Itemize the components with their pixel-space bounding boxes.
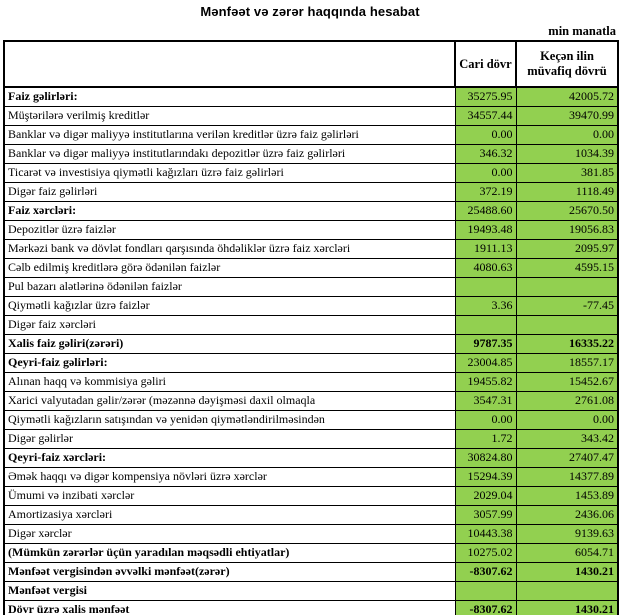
- table-row: [4, 277, 618, 296]
- header-label-cell: [4, 41, 455, 87]
- page-title: Mənfəət və zərər haqqında hesabat: [200, 4, 420, 19]
- table-row: [4, 182, 618, 201]
- row-label: Faiz gəlirləri:: [4, 87, 455, 106]
- previous-value-cell: [516, 315, 618, 334]
- current-value-cell: 0.00: [455, 410, 516, 429]
- current-value-cell: 0.00: [455, 163, 516, 182]
- row-label: Banklar və digər maliyyə institutlarına verilən kreditlər üzrə faiz gəlirləri: [4, 125, 455, 144]
- previous-value-cell: -77.45: [516, 296, 618, 315]
- previous-value-cell: 18557.17: [516, 353, 618, 372]
- previous-value-cell: 15452.67: [516, 372, 618, 391]
- previous-value-cell: [516, 277, 618, 296]
- row-label: Mənfəət vergisindən əvvəlki mənfəət(zərər): [4, 562, 455, 581]
- row-label: Ticarət və investisiya qiymətli kağızları üzrə faiz gəlirləri: [4, 163, 455, 182]
- row-label: Mərkəzi bank və dövlət fondları qarşısında öhdəliklər üzrə faiz xərcləri: [4, 239, 455, 258]
- previous-value-cell: 2436.06: [516, 505, 618, 524]
- current-value-cell: 25488.60: [455, 201, 516, 220]
- table-row: [4, 410, 618, 429]
- row-label: Pul bazarı alətlərinə ödənilən faizlər: [4, 277, 455, 296]
- row-label: Alınan haqq və kommisiya gəliri: [4, 372, 455, 391]
- row-label: Digər gəlirlər: [4, 429, 455, 448]
- previous-value-cell: 0.00: [516, 125, 618, 144]
- current-value-cell: 10443.38: [455, 524, 516, 543]
- profit-loss-table: [3, 40, 619, 615]
- previous-value-cell: 19056.83: [516, 220, 618, 239]
- row-label: Qiymətli kağızlar üzrə faizlər: [4, 296, 455, 315]
- current-value-cell: 1.72: [455, 429, 516, 448]
- table-row: [4, 486, 618, 505]
- row-label: Ümumi və inzibati xərclər: [4, 486, 455, 505]
- previous-value-cell: 27407.47: [516, 448, 618, 467]
- previous-value-cell: 1034.39: [516, 144, 618, 163]
- table-row: [4, 543, 618, 562]
- table-row: [4, 467, 618, 486]
- row-label: Dövr üzrə xalis mənfəət: [4, 600, 455, 615]
- row-label: (Mümkün zərərlər üçün yaradılan məqsədli ehtiyatlar): [4, 543, 455, 562]
- previous-value-cell: 1430.21: [516, 562, 618, 581]
- table-row: [4, 581, 618, 600]
- previous-value-cell: 1453.89: [516, 486, 618, 505]
- current-value-cell: 19455.82: [455, 372, 516, 391]
- table-row: [4, 562, 618, 581]
- previous-value-cell: 4595.15: [516, 258, 618, 277]
- table-row: [4, 106, 618, 125]
- row-label: Əmək haqqı və digər kompensiya növləri üzrə xərclər: [4, 467, 455, 486]
- current-value-cell: [455, 315, 516, 334]
- current-value-cell: -8307.62: [455, 600, 516, 615]
- previous-value-cell: 2095.97: [516, 239, 618, 258]
- table-row: [4, 429, 618, 448]
- unit-note: min manatla: [548, 24, 616, 38]
- table-header: [4, 41, 618, 87]
- current-value-cell: 3.36: [455, 296, 516, 315]
- row-label: Xalis faiz gəliri(zərəri): [4, 334, 455, 353]
- previous-value-cell: 1118.49: [516, 182, 618, 201]
- previous-value-cell: 343.42: [516, 429, 618, 448]
- current-value-cell: 1911.13: [455, 239, 516, 258]
- table-row: [4, 315, 618, 334]
- row-label: Müştərilərə verilmiş kreditlər: [4, 106, 455, 125]
- row-label: Qiymətli kağızların satışından və yenidən qiymətləndirilməsindən: [4, 410, 455, 429]
- current-value-cell: 34557.44: [455, 106, 516, 125]
- row-label: Digər xərclər: [4, 524, 455, 543]
- current-value-cell: 19493.48: [455, 220, 516, 239]
- current-value-cell: [455, 581, 516, 600]
- table-row: [4, 201, 618, 220]
- table-row: [4, 334, 618, 353]
- current-value-cell: 0.00: [455, 125, 516, 144]
- table-row: [4, 372, 618, 391]
- previous-value-cell: 6054.71: [516, 543, 618, 562]
- row-label: Cəlb edilmiş kreditlərə görə ödənilən faizlər: [4, 258, 455, 277]
- row-label: Digər faiz xərcləri: [4, 315, 455, 334]
- current-value-cell: 372.19: [455, 182, 516, 201]
- current-value-cell: -8307.62: [455, 562, 516, 581]
- previous-value-cell: 42005.72: [516, 87, 618, 106]
- row-label: Mənfəət vergisi: [4, 581, 455, 600]
- table-row: [4, 220, 618, 239]
- previous-value-cell: 381.85: [516, 163, 618, 182]
- table-row: [4, 600, 618, 615]
- current-value-cell: 3547.31: [455, 391, 516, 410]
- current-value-cell: 23004.85: [455, 353, 516, 372]
- table-body: [4, 87, 618, 615]
- row-label: Xarici valyutadan gəlir/zərər (məzənnə dəyişməsi daxil olmaqla: [4, 391, 455, 410]
- current-value-cell: 9787.35: [455, 334, 516, 353]
- row-label: Digər faiz gəlirləri: [4, 182, 455, 201]
- table-row: [4, 505, 618, 524]
- table-row: [4, 353, 618, 372]
- current-value-cell: 4080.63: [455, 258, 516, 277]
- table-row: [4, 391, 618, 410]
- row-label: Depozitlər üzrə faizlər: [4, 220, 455, 239]
- current-value-cell: 15294.39: [455, 467, 516, 486]
- row-label: Amortizasiya xərcləri: [4, 505, 455, 524]
- row-label: Banklar və digər maliyyə institutlarındakı depozitlər üzrə faiz gəlirləri: [4, 144, 455, 163]
- previous-value-cell: 25670.50: [516, 201, 618, 220]
- current-value-cell: 35275.95: [455, 87, 516, 106]
- previous-value-cell: 1430.21: [516, 600, 618, 615]
- previous-value-cell: 16335.22: [516, 334, 618, 353]
- current-value-cell: 2029.04: [455, 486, 516, 505]
- current-value-cell: 30824.80: [455, 448, 516, 467]
- current-value-cell: 346.32: [455, 144, 516, 163]
- table-row: [4, 448, 618, 467]
- previous-value-cell: 14377.89: [516, 467, 618, 486]
- current-value-cell: 3057.99: [455, 505, 516, 524]
- table-row: [4, 239, 618, 258]
- table-row: [4, 87, 618, 106]
- table-row: [4, 296, 618, 315]
- row-label: Faiz xərcləri:: [4, 201, 455, 220]
- header-current-period: Cari dövr: [455, 41, 516, 87]
- table-row: [4, 163, 618, 182]
- previous-value-cell: 9139.63: [516, 524, 618, 543]
- previous-value-cell: 39470.99: [516, 106, 618, 125]
- row-label: Qeyri-faiz xərcləri:: [4, 448, 455, 467]
- table-row: [4, 125, 618, 144]
- header-previous-period: Keçən ilin müvafiq dövrü: [516, 41, 618, 87]
- table-row: [4, 258, 618, 277]
- row-label: Qeyri-faiz gəlirləri:: [4, 353, 455, 372]
- previous-value-cell: [516, 581, 618, 600]
- table-row: [4, 524, 618, 543]
- current-value-cell: [455, 277, 516, 296]
- table-row: [4, 144, 618, 163]
- previous-value-cell: 2761.08: [516, 391, 618, 410]
- header-row: [4, 41, 618, 87]
- current-value-cell: 10275.02: [455, 543, 516, 562]
- previous-value-cell: 0.00: [516, 410, 618, 429]
